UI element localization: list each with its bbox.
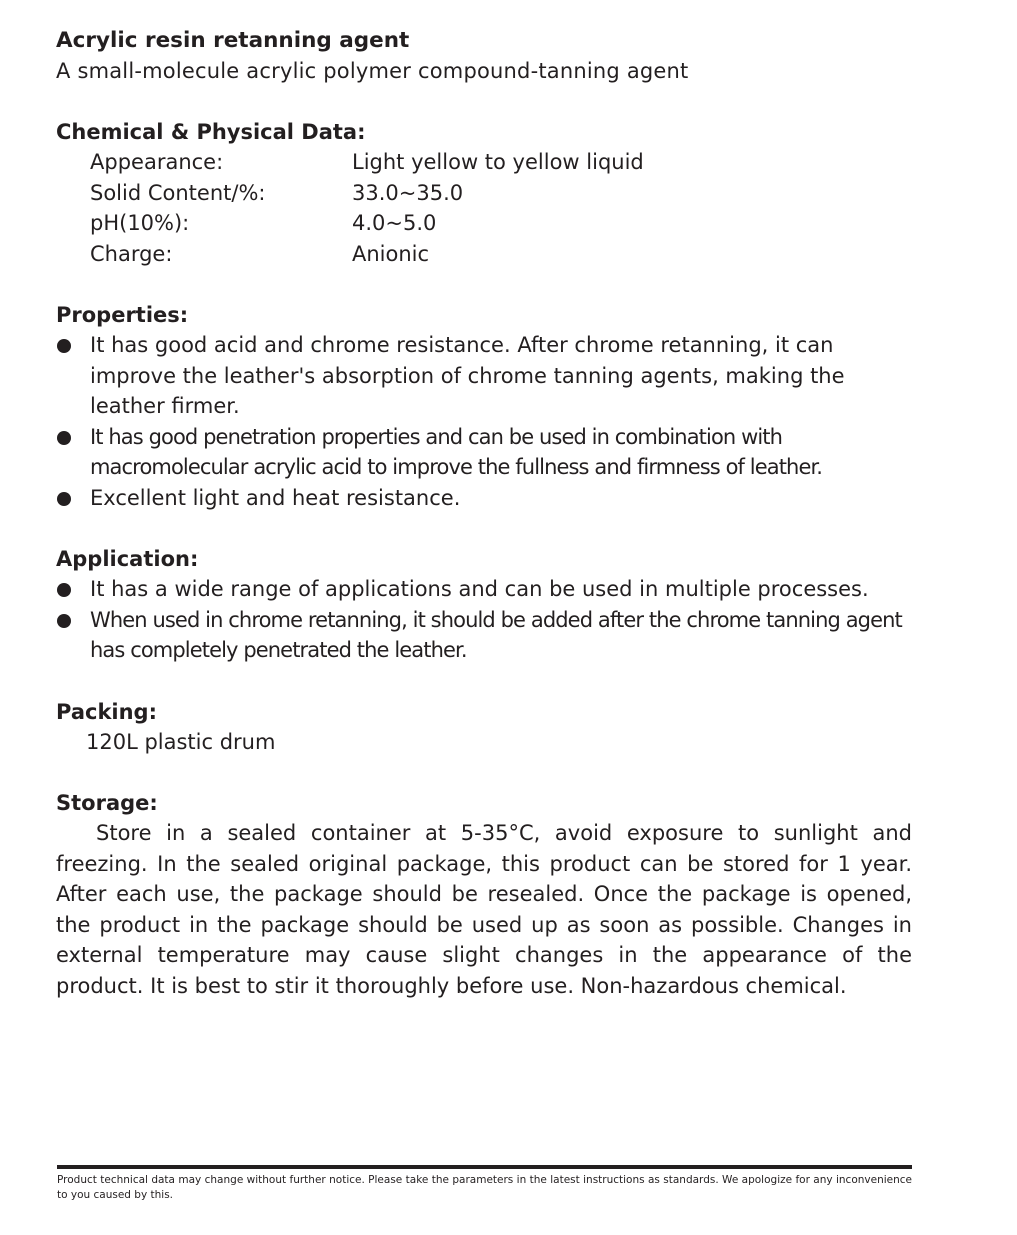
data-value: 33.0~35.0 [352,180,464,205]
data-label: Solid Content/%: [90,180,266,205]
application-list [56,574,912,666]
data-value: Anionic [352,241,430,266]
bullet-icon [57,614,71,628]
data-row-ph [56,208,912,239]
bullet-icon [57,492,71,506]
application-section [56,544,912,666]
chemical-physical-heading: Chemical & Physical Data: [56,120,366,144]
list-item-text: Excellent light and heat resistance. [90,485,461,510]
packing-section [56,697,912,758]
footer-divider [57,1165,912,1169]
application-heading: Application: [56,547,199,571]
data-label: Charge: [90,241,173,266]
list-item-text: When used in chrome retanning, it should be added after the chrome tanning agent has completely penetrated the leather. [90,607,902,662]
footer-disclaimer: Product technical data may change without further notice. Please take the parameters in the latest instructions as standards. We apologize for any inconvenience to you caused by this. [57,1174,912,1201]
list-item [56,422,912,483]
list-item [56,605,912,666]
data-value: 4.0~5.0 [352,211,437,235]
data-row-solid-content [56,178,912,209]
packing-text: 120L plastic drum [86,729,276,754]
properties-heading: Properties: [56,303,189,327]
data-value: Light yellow to yellow liquid [352,150,644,174]
storage-heading: Storage: [56,791,158,815]
properties-list [56,330,912,513]
properties-section [56,300,912,513]
packing-heading: Packing: [56,699,157,724]
bullet-icon [57,431,71,445]
chemical-physical-section [56,117,912,269]
data-row-charge [56,239,912,270]
product-title: Acrylic resin retanning agent [56,28,410,53]
list-item [56,574,912,605]
data-row-appearance [56,147,912,178]
bullet-icon [57,339,71,353]
data-label: Appearance: [90,150,224,174]
list-item [56,483,912,514]
product-subtitle: A small-molecule acrylic polymer compound-tanning agent [56,59,689,83]
list-item-text: It has good acid and chrome resistance. After chrome retanning, it can improve the leather's absorption of chrome tanning agents, making the leather firmer. [90,333,845,418]
storage-section [56,788,912,1001]
list-item-text: It has good penetration properties and can be used in combination with macromolecular acrylic acid to improve the fullness and firmness of leather. [90,424,823,479]
storage-text: Store in a sealed container at 5-35°C, avoid exposure to sunlight and freezing. In the sealed original package, this product can be stored for 1 year. After each use, the package should be resealed. Once the package is opened, the product in the package should be used up as soon as possible. Changes in external temperature may cause slight changes in the appearance of the product. It is best to stir it thoroughly before use. Non-hazardous chemical. [56,821,912,998]
list-item-text: It has a wide range of applications and can be used in multiple processes. [90,577,869,601]
document-body [56,26,912,1001]
bullet-icon [57,583,71,597]
data-label: pH(10%): [90,211,190,235]
list-item [56,330,912,422]
